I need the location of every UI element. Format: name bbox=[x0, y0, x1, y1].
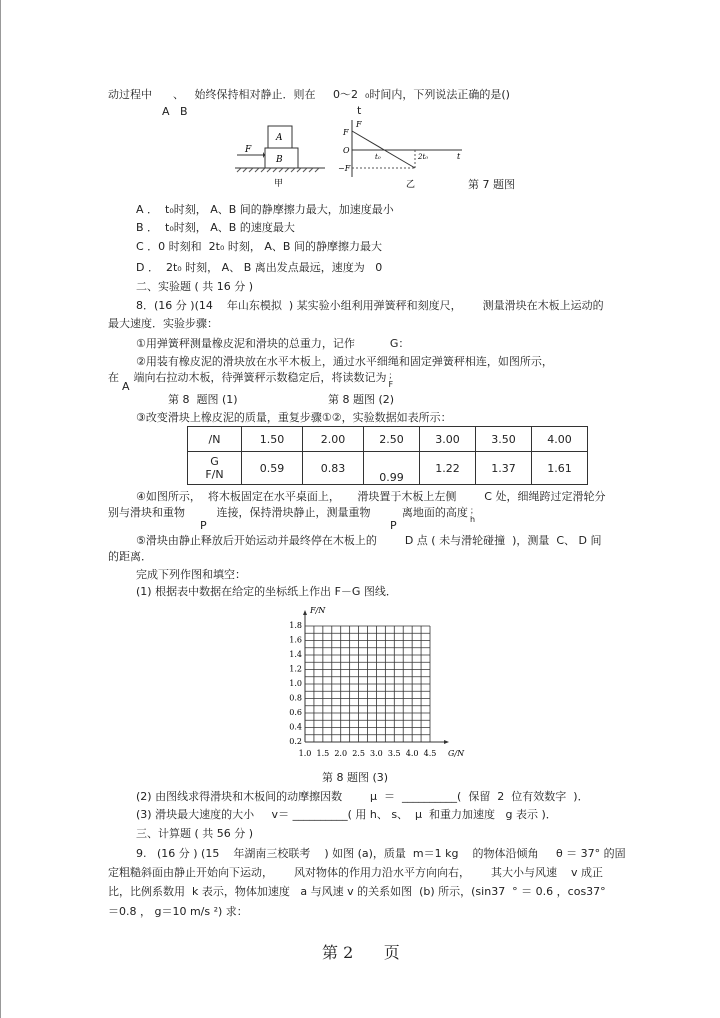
f-label: F/N bbox=[205, 468, 224, 481]
x-axis-arrow bbox=[444, 740, 449, 744]
g-label: G bbox=[210, 455, 219, 468]
y-tick-label: 0.2 bbox=[289, 737, 302, 746]
q8-step5: ⑤滑块由静止释放后开始运动并最终停在木板上的 D 点 ( 未与滑轮碰撞 )，测量 C、 D 间 bbox=[136, 534, 602, 547]
q8-intro: 8．(16 分 )(14 年山东模拟 ) 某实验小组利用弹簧秤和刻度尺， 测量滑块在木板上运动的 bbox=[136, 299, 604, 312]
y-tick-label: 1.0 bbox=[289, 679, 302, 688]
table-cell: 2.50 bbox=[364, 427, 420, 452]
q7-option-d: D ． 2t₀ 时刻， A、 B 离出发点最远，速度为 0 bbox=[136, 261, 383, 274]
table-cell: 0.83 bbox=[303, 452, 364, 485]
figure-yi bbox=[338, 120, 462, 190]
table-cell: 2.00 bbox=[303, 427, 364, 452]
page-edge bbox=[0, 0, 1, 1018]
q7-figures bbox=[225, 120, 485, 195]
y-tick-label: 1.2 bbox=[289, 664, 302, 674]
y-tick-label: 0.8 bbox=[289, 693, 302, 703]
x-tick-label: 3.0 bbox=[370, 749, 383, 758]
table-cell: 3.50 bbox=[476, 427, 532, 452]
fg-graph-paper bbox=[270, 600, 480, 765]
y-tick-label: 1.4 bbox=[289, 650, 302, 659]
block-b-label: B bbox=[276, 155, 283, 165]
x-tick-label: 1.0 bbox=[298, 749, 312, 758]
q8-step5-cont: 的距离． bbox=[108, 550, 152, 563]
table-cell: 3.00 bbox=[420, 427, 476, 452]
y-axis-f: F bbox=[356, 120, 362, 129]
q8-step3: ③改变滑块上橡皮泥的质量，重复步骤①②，实验数据如表所示： bbox=[136, 411, 452, 424]
q8-step2-a: A bbox=[122, 380, 130, 393]
q8-fig1-caption: 第 8 题图 (1) bbox=[168, 393, 238, 406]
y-tick-label: 1.6 bbox=[289, 635, 302, 645]
figure-yi-caption: 乙 bbox=[406, 180, 416, 190]
q8-step4-p1: P bbox=[200, 519, 207, 532]
t-axis-label: t bbox=[457, 152, 461, 161]
q8-part1: (1) 根据表中数据在给定的坐标纸上作出 F－G 图线． bbox=[136, 585, 397, 598]
q8-step1: ①用弹簧秤测量橡皮泥和滑块的总重力，记作 G： bbox=[136, 337, 410, 350]
q8-complete: 完成下列作图和填空： bbox=[136, 568, 246, 581]
q8-step2-f: F bbox=[388, 380, 394, 389]
figure-jia bbox=[235, 126, 325, 189]
table-cell: 1.50 bbox=[242, 427, 303, 452]
q9-line1: 9. (16 分 ) (15 年湖南三校联考 ) 如图 (a)，质量 m＝1 kg 的物体沿倾角 θ ＝ 37° 的固 bbox=[136, 847, 626, 860]
block-a-label: A bbox=[276, 133, 283, 143]
q8-part2: (2) 由图线求得滑块和木板间的动摩擦因数 μ ＝ __________( 保留 2 位有效数字 )． bbox=[136, 790, 589, 803]
q7-figure-caption: 第 7 题图 bbox=[468, 178, 515, 191]
section-3-heading: 三、计算题 ( 共 56 分 ) bbox=[136, 827, 254, 840]
table-header-f bbox=[188, 452, 242, 485]
x-tick-label: 4.0 bbox=[405, 749, 419, 758]
q9-line3: 比，比例系数用 k 表示，物体加速度 a 与风速 v 的关系如图 (b) 所示，(sin37 ° ＝ 0.6 ，cos37° bbox=[108, 885, 606, 898]
table-header-g bbox=[188, 427, 242, 452]
q7-option-a: A ． t₀时刻， A、B 间的静摩擦力最大，加速度最小 bbox=[136, 203, 394, 216]
y-tick-label: 1.8 bbox=[289, 621, 302, 630]
x-tick-label: 4.5 bbox=[423, 749, 437, 758]
x-tick-label: 1.5 bbox=[316, 749, 330, 758]
x-tick-label: 2.5 bbox=[352, 749, 365, 758]
q8-step2-cont: 端向右拉动木板，待弹簧秤示数稳定后，将读数记为 bbox=[133, 371, 387, 384]
y-tick-label: 0.4 bbox=[289, 722, 302, 732]
q8-step2-prefix: 在 bbox=[108, 371, 119, 384]
table-row-g bbox=[188, 427, 588, 452]
origin-label: O bbox=[343, 146, 350, 155]
q7-t-label: t bbox=[357, 104, 362, 117]
q7-stem: 动过程中 、 始终保持相对静止．则在 0～2 ₀时间内，下列说法正确的是() bbox=[108, 88, 510, 101]
q8-step4-cont: 别与滑块和重物 连接，保持滑块静止，测量重物 离地面的高度 bbox=[108, 506, 468, 519]
q8-step2-colon: ； bbox=[388, 371, 397, 380]
table-cell: 1.22 bbox=[420, 452, 476, 485]
q8-intro-2: 最大速度．实验步骤： bbox=[108, 317, 218, 330]
force-f-label: F bbox=[245, 145, 252, 155]
table-cell: 4.00 bbox=[532, 427, 588, 452]
2t0-label: 2t₀ bbox=[418, 153, 429, 161]
x-tick-label: 2.0 bbox=[334, 749, 348, 758]
q7-option-b: B ． t₀时刻， A、B 的速度最大 bbox=[136, 221, 295, 234]
y-axis-arrow bbox=[303, 610, 307, 615]
q8-step4-h: h bbox=[469, 515, 476, 524]
q7-ab-label: A B bbox=[162, 105, 188, 118]
x-tick-label: 3.5 bbox=[387, 749, 401, 758]
q8-step4-h-stack bbox=[470, 506, 478, 524]
q8-step4-line bbox=[108, 506, 478, 524]
q8-part3: (3) 滑块最大速度的大小 v＝ __________( 用 h、 s、 μ 和重力加速度 g 表示 )． bbox=[136, 808, 557, 821]
section-2-heading: 二、实验题 ( 共 16 分 ) bbox=[136, 280, 254, 293]
x-axis-label: G/N bbox=[448, 749, 465, 758]
neg-f-label: −F bbox=[338, 164, 351, 173]
q8-step4-semicolon: ； bbox=[469, 506, 478, 515]
q8-fig3-caption: 第 8 题图 (3) bbox=[322, 771, 389, 784]
pos-f-label: F bbox=[343, 128, 349, 137]
q8-step2-line bbox=[108, 371, 397, 393]
q9-line2: 定粗糙斜面由静止开始向下运动， 风对物体的作用力沿水平方向向右， 其大小与风速 v 成正 bbox=[108, 866, 603, 879]
table-cell: 1.37 bbox=[476, 452, 532, 485]
q8-fig2-caption: 第 8 题图 (2) bbox=[328, 393, 395, 406]
y-axis-label: F/N bbox=[310, 606, 326, 615]
table-cell: 0.59 bbox=[242, 452, 303, 485]
q8-step2: ②用装有橡皮泥的滑块放在水平木板上，通过水平细绳和固定弹簧秤相连，如图所示， bbox=[136, 355, 553, 368]
table-cell: 0.99 bbox=[364, 452, 420, 485]
q8-step2-f-stack bbox=[389, 371, 397, 389]
q8-step4: ④如图所示， 将木板固定在水平桌面上， 滑块置于木板上左侧 C 处，细绳跨过定滑轮分 bbox=[136, 490, 606, 503]
q9-line4: ＝0.8 ， g＝10 m/s ²) 求： bbox=[108, 905, 248, 918]
table-cell: 1.61 bbox=[532, 452, 588, 485]
data-table bbox=[187, 426, 588, 485]
q8-step4-p2: P bbox=[390, 519, 397, 532]
figure-jia-caption: 甲 bbox=[274, 179, 284, 189]
page-number: 第 2 页 bbox=[322, 943, 400, 962]
g-unit: /N bbox=[208, 432, 221, 446]
y-tick-label: 0.6 bbox=[289, 708, 302, 717]
q7-option-c: C ．0 时刻和 2t₀ 时刻， A、B 间的静摩擦力最大 bbox=[136, 240, 382, 253]
table-row-f bbox=[188, 452, 588, 485]
t0-label: t₀ bbox=[375, 153, 381, 161]
